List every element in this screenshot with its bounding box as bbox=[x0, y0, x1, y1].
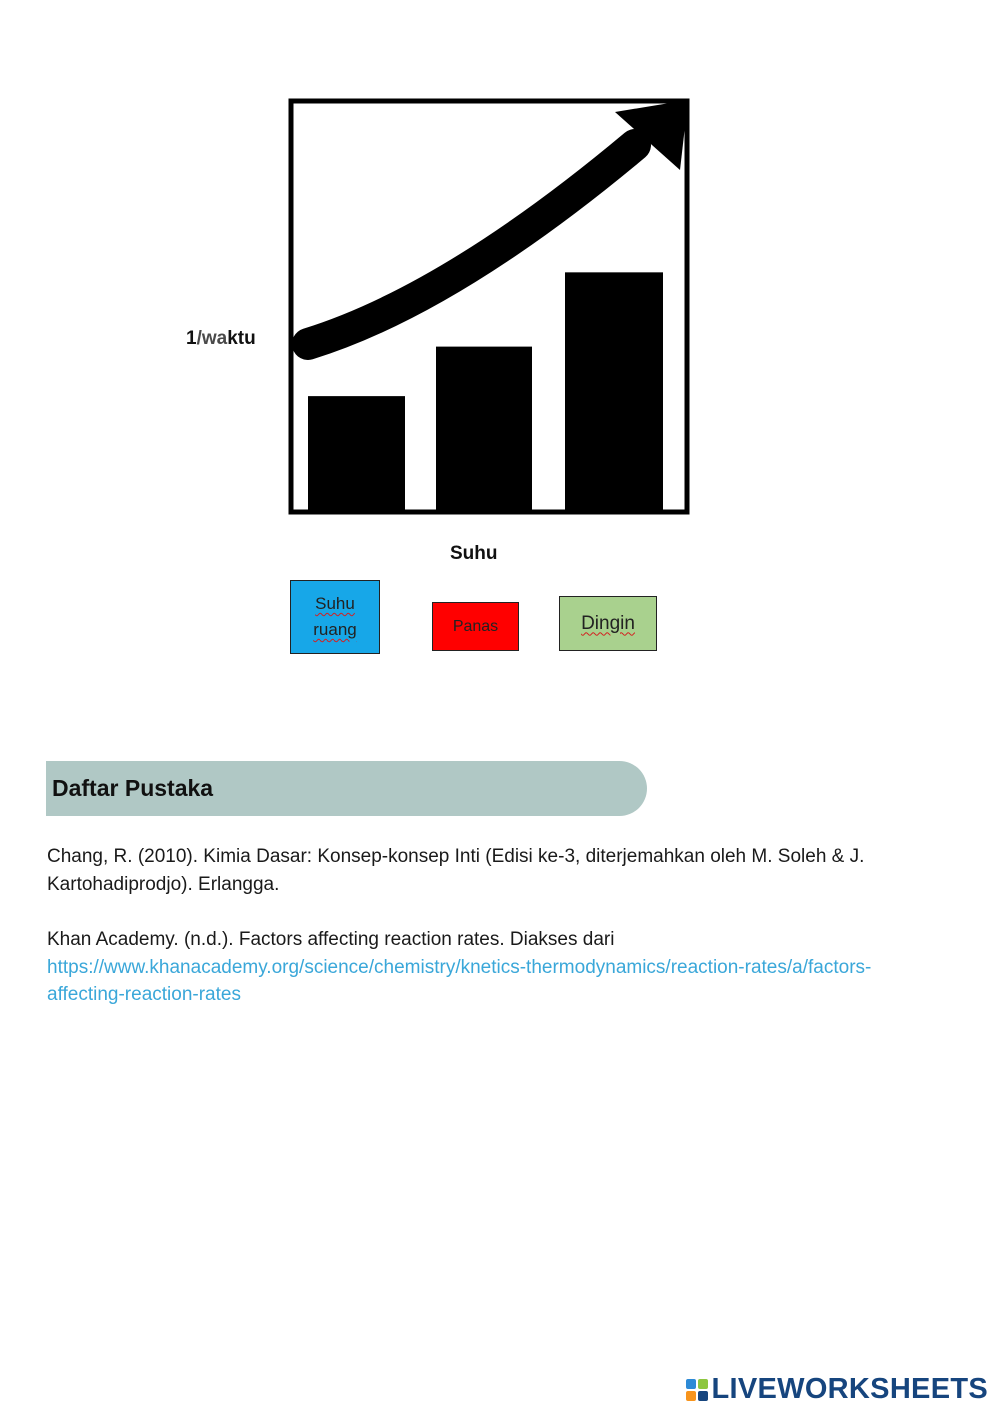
reference-khan-text: Khan Academy. (n.d.). Factors affecting reaction rates. Diakses dari bbox=[47, 929, 615, 950]
logo-mark-icon bbox=[686, 1379, 708, 1401]
legend-suhu-ruang[interactable] bbox=[290, 580, 380, 654]
reference-chang: Chang, R. (2010). Kimia Dasar: Konsep-konsep Inti (Edisi ke-3, diterjemahkan oleh M. Soleh & J. Kartohadiprodjo). Erlangga. bbox=[47, 846, 865, 895]
legend-suhu-ruang-line2: ruang bbox=[313, 620, 357, 639]
section-header-bar bbox=[46, 761, 647, 816]
legend-suhu-ruang-line1: Suhu bbox=[315, 594, 355, 613]
bar-dingin bbox=[565, 272, 663, 510]
reference-khan bbox=[47, 926, 947, 1009]
x-axis-label: Suhu bbox=[450, 543, 498, 564]
legend-dingin[interactable] bbox=[559, 596, 657, 651]
y-axis-label: 1/waktu bbox=[186, 328, 256, 349]
brand-name: LIVEWORKSHEETS bbox=[711, 1373, 988, 1405]
bar-panas bbox=[436, 347, 532, 510]
legend-panas[interactable] bbox=[432, 602, 519, 651]
legend-dingin-label: Dingin bbox=[581, 612, 635, 634]
liveworksheets-logo bbox=[686, 1373, 989, 1406]
section-title: Daftar Pustaka bbox=[52, 775, 214, 801]
legend-panas-label: Panas bbox=[452, 617, 499, 635]
bar-suhu-ruang bbox=[308, 396, 405, 510]
reference-khan-link[interactable]: https://www.khanacademy.org/science/chemistry/knetics-thermodynamics/reaction-rates/a/factors-affecting-reaction-rates bbox=[47, 956, 872, 1005]
bar-chart bbox=[280, 90, 700, 525]
